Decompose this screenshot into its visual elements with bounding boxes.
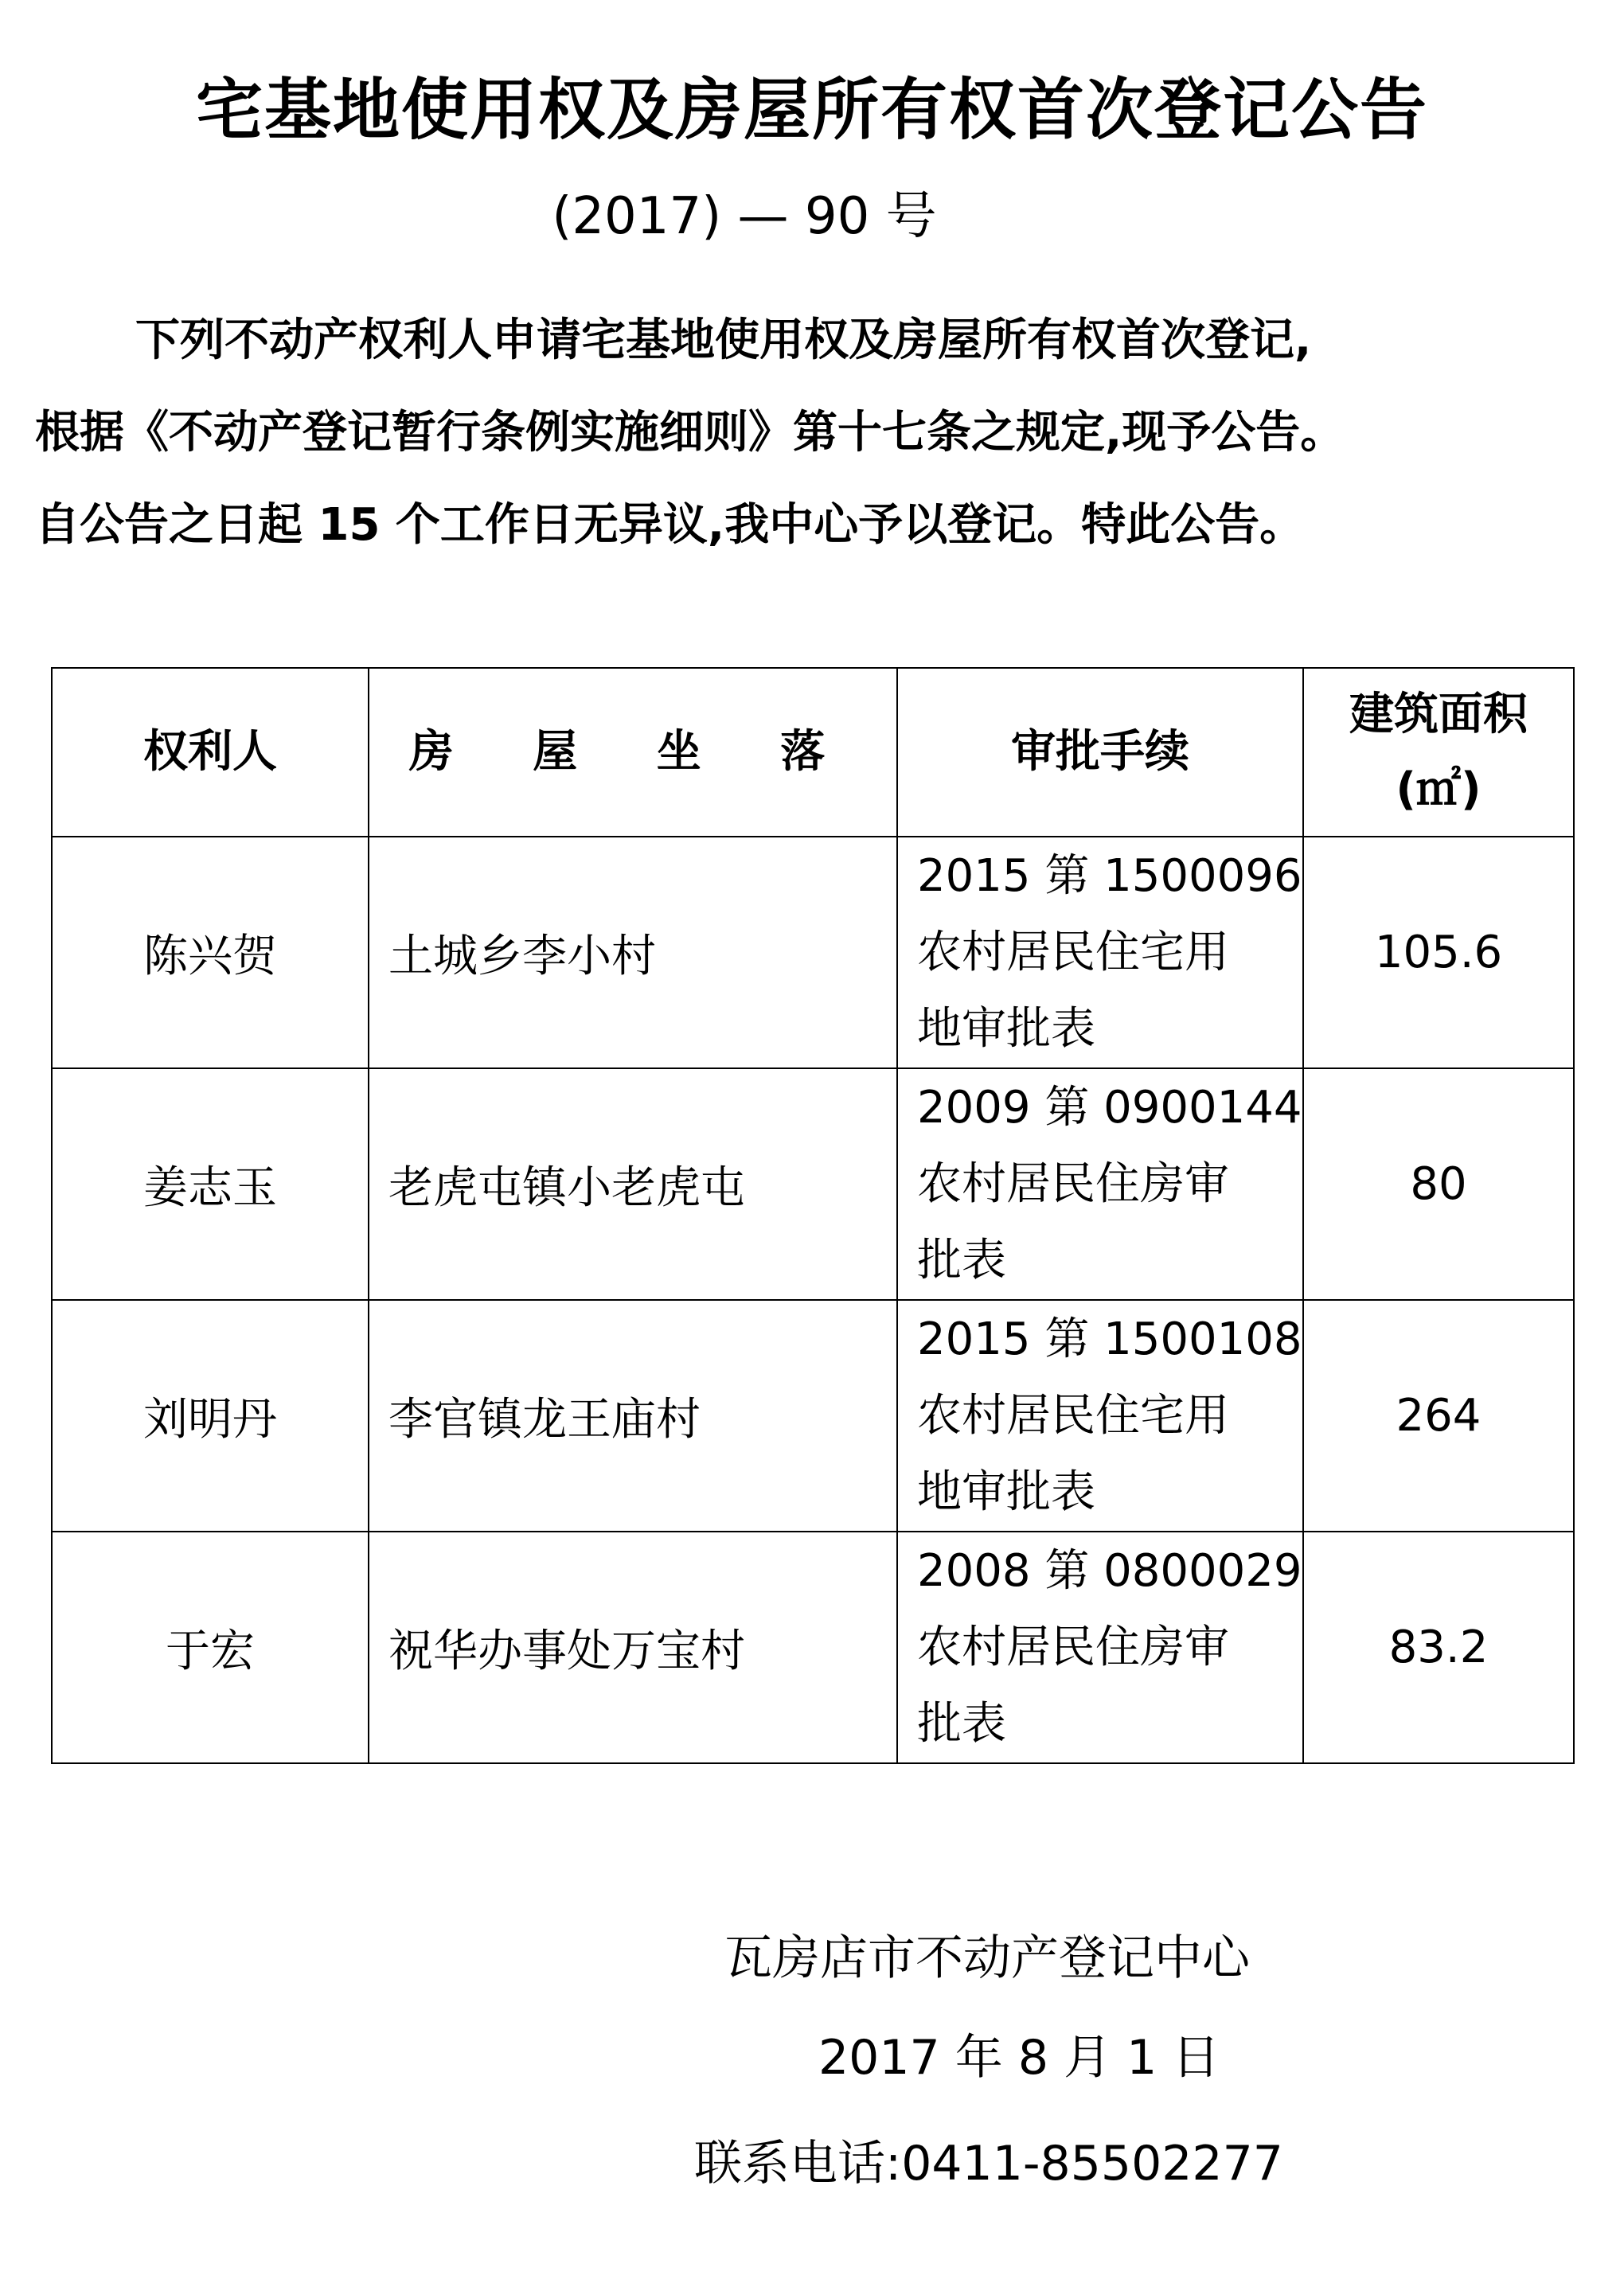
cell-area: 83.2 xyxy=(1303,1532,1574,1763)
issuing-organization: 瓦房店市不动产登记中心 xyxy=(724,1930,1250,1986)
cell-location: 老虎屯镇小老虎屯 xyxy=(369,1068,897,1300)
cell-area: 264 xyxy=(1303,1300,1574,1532)
approval-doc-line: 农村居民住房审 xyxy=(917,1157,1229,1210)
notice-body-line-1: 下列不动产权利人申请宅基地使用权及房屋所有权首次登记, xyxy=(135,314,1312,366)
approval-doc-line: 农村居民住房审 xyxy=(917,1621,1229,1673)
contact-phone: 联系电话:0411-85502277 xyxy=(694,2136,1283,2192)
approval-doc-line: 地审批表 xyxy=(917,1466,1095,1518)
table-row xyxy=(52,837,1574,1068)
approval-doc-line: 农村居民住宅用 xyxy=(917,926,1229,978)
table-header-row xyxy=(52,668,1574,837)
notice-body-line-2: 根据《不动产登记暂行条例实施细则》第十七条之规定,现予公告。 xyxy=(35,407,1345,459)
header-area-label: 建筑面积 xyxy=(1349,689,1528,740)
approval-doc-line: 批表 xyxy=(917,1697,1006,1750)
notice-title: 宅基地使用权及房屋所有权首次登记公告 xyxy=(195,71,1428,149)
cell-area: 80 xyxy=(1303,1068,1574,1300)
issue-date: 2017 年 8 月 1 日 xyxy=(818,2030,1220,2086)
table-row xyxy=(52,1300,1574,1532)
header-area xyxy=(1303,668,1574,837)
cell-area: 105.6 xyxy=(1303,837,1574,1068)
cell-location: 李官镇龙王庙村 xyxy=(369,1300,897,1532)
approval-doc-line: 批表 xyxy=(917,1234,1006,1286)
cell-approval xyxy=(897,1300,1303,1532)
header-approval: 审批手续 xyxy=(897,668,1303,837)
cell-approval xyxy=(897,1068,1303,1300)
table-row xyxy=(52,1532,1574,1763)
approval-number: 2009 第 0900144 xyxy=(917,1081,1302,1134)
cell-approval xyxy=(897,1532,1303,1763)
notice-body-line-3: 自公告之日起 15 个工作日无异议,我中心予以登记。特此公告。 xyxy=(35,499,1305,551)
cell-owner: 陈兴贺 xyxy=(52,837,369,1068)
header-owner: 权利人 xyxy=(52,668,369,837)
cell-owner: 刘明丹 xyxy=(52,1300,369,1532)
cell-approval xyxy=(897,837,1303,1068)
approval-doc-line: 地审批表 xyxy=(917,1002,1095,1055)
registration-table xyxy=(51,667,1575,1764)
approval-doc-line: 农村居民住宅用 xyxy=(917,1389,1229,1442)
notice-body xyxy=(35,295,1611,572)
approval-number: 2008 第 0800029 xyxy=(917,1544,1302,1597)
cell-owner: 姜志玉 xyxy=(52,1068,369,1300)
cell-location: 祝华办事处万宝村 xyxy=(369,1532,897,1763)
header-area-unit: (㎡) xyxy=(1396,763,1482,815)
approval-number: 2015 第 1500096 xyxy=(917,849,1302,902)
cell-owner: 于宏 xyxy=(52,1532,369,1763)
cell-location: 土城乡李小村 xyxy=(369,837,897,1068)
table-row xyxy=(52,1068,1574,1300)
approval-number: 2015 第 1500108 xyxy=(917,1313,1302,1365)
header-location: 房 屋 坐 落 xyxy=(369,668,897,837)
document-number: (2017) — 90 号 xyxy=(552,187,937,246)
